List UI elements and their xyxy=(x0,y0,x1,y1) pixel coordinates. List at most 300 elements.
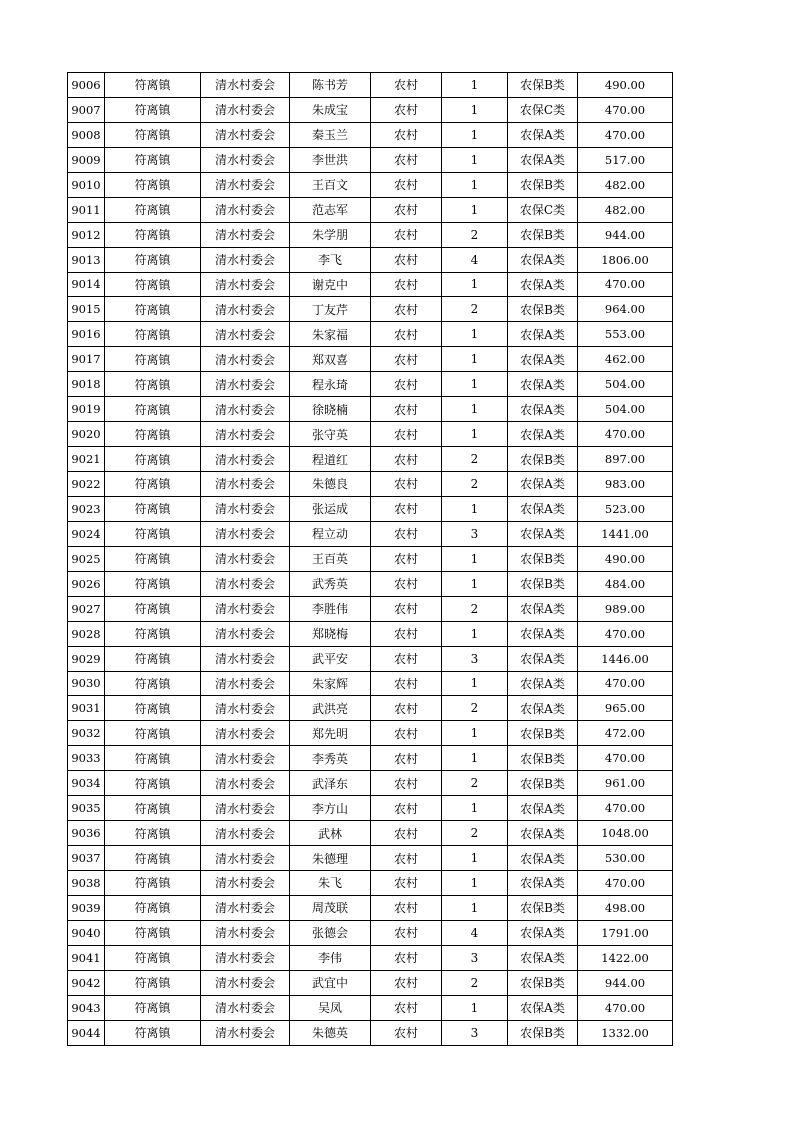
area-type-cell: 农村 xyxy=(371,472,442,497)
town-cell: 符离镇 xyxy=(105,447,201,472)
amount-cell: 523.00 xyxy=(578,496,673,521)
village-committee-cell: 清水村委会 xyxy=(201,995,290,1020)
insurance-class-cell: 农保A类 xyxy=(508,322,578,347)
record-number: 9038 xyxy=(68,871,105,896)
village-committee-cell: 清水村委会 xyxy=(201,172,290,197)
recipient-name-cell: 丁友芹 xyxy=(290,297,371,322)
village-committee-cell: 清水村委会 xyxy=(201,222,290,247)
table-row xyxy=(68,496,673,521)
recipient-name-cell: 张德会 xyxy=(290,920,371,945)
area-type-cell: 农村 xyxy=(371,696,442,721)
amount-cell: 472.00 xyxy=(578,721,673,746)
recipient-name-cell: 李伟 xyxy=(290,945,371,970)
area-type-cell: 农村 xyxy=(371,671,442,696)
village-committee-cell: 清水村委会 xyxy=(201,147,290,172)
insurance-class-cell: 农保A类 xyxy=(508,347,578,372)
record-number: 9020 xyxy=(68,422,105,447)
town-cell: 符离镇 xyxy=(105,496,201,521)
household-size-cell: 2 xyxy=(442,771,508,796)
household-size-cell: 1 xyxy=(442,322,508,347)
village-committee-cell: 清水村委会 xyxy=(201,322,290,347)
insurance-class-cell: 农保A类 xyxy=(508,372,578,397)
record-number: 9042 xyxy=(68,970,105,995)
household-size-cell: 4 xyxy=(442,920,508,945)
record-number: 9022 xyxy=(68,472,105,497)
amount-cell: 897.00 xyxy=(578,447,673,472)
household-size-cell: 1 xyxy=(442,397,508,422)
record-number: 9025 xyxy=(68,546,105,571)
recipient-name-cell: 范志军 xyxy=(290,197,371,222)
recipient-name-cell: 武洪亮 xyxy=(290,696,371,721)
area-type-cell: 农村 xyxy=(371,347,442,372)
area-type-cell: 农村 xyxy=(371,546,442,571)
recipient-name-cell: 李飞 xyxy=(290,247,371,272)
table-row xyxy=(68,646,673,671)
area-type-cell: 农村 xyxy=(371,422,442,447)
amount-cell: 470.00 xyxy=(578,97,673,122)
household-size-cell: 1 xyxy=(442,272,508,297)
insurance-class-cell: 农保B类 xyxy=(508,447,578,472)
table-row xyxy=(68,222,673,247)
household-size-cell: 1 xyxy=(442,197,508,222)
table-row xyxy=(68,596,673,621)
household-size-cell: 1 xyxy=(442,746,508,771)
area-type-cell: 农村 xyxy=(371,846,442,871)
insurance-class-cell: 农保A类 xyxy=(508,696,578,721)
recipient-name-cell: 朱学朋 xyxy=(290,222,371,247)
recipient-name-cell: 吴凤 xyxy=(290,995,371,1020)
village-committee-cell: 清水村委会 xyxy=(201,571,290,596)
record-number: 9035 xyxy=(68,796,105,821)
recipient-name-cell: 武宜中 xyxy=(290,970,371,995)
amount-cell: 1048.00 xyxy=(578,821,673,846)
town-cell: 符离镇 xyxy=(105,197,201,222)
village-committee-cell: 清水村委会 xyxy=(201,372,290,397)
table-row xyxy=(68,297,673,322)
household-size-cell: 1 xyxy=(442,97,508,122)
record-number: 9039 xyxy=(68,895,105,920)
record-number: 9008 xyxy=(68,122,105,147)
amount-cell: 964.00 xyxy=(578,297,673,322)
village-committee-cell: 清水村委会 xyxy=(201,920,290,945)
area-type-cell: 农村 xyxy=(371,97,442,122)
insurance-class-cell: 农保A类 xyxy=(508,646,578,671)
table-row xyxy=(68,122,673,147)
table-row xyxy=(68,447,673,472)
amount-cell: 1446.00 xyxy=(578,646,673,671)
town-cell: 符离镇 xyxy=(105,671,201,696)
town-cell: 符离镇 xyxy=(105,322,201,347)
record-number: 9011 xyxy=(68,197,105,222)
town-cell: 符离镇 xyxy=(105,895,201,920)
insurance-class-cell: 农保B类 xyxy=(508,546,578,571)
household-size-cell: 1 xyxy=(442,372,508,397)
household-size-cell: 1 xyxy=(442,172,508,197)
amount-cell: 965.00 xyxy=(578,696,673,721)
recipient-name-cell: 李方山 xyxy=(290,796,371,821)
town-cell: 符离镇 xyxy=(105,397,201,422)
insurance-class-cell: 农保A类 xyxy=(508,671,578,696)
town-cell: 符离镇 xyxy=(105,746,201,771)
amount-cell: 504.00 xyxy=(578,372,673,397)
insurance-class-cell: 农保A类 xyxy=(508,621,578,646)
household-size-cell: 1 xyxy=(442,621,508,646)
table-row xyxy=(68,147,673,172)
record-number: 9031 xyxy=(68,696,105,721)
town-cell: 符离镇 xyxy=(105,920,201,945)
village-committee-cell: 清水村委会 xyxy=(201,721,290,746)
town-cell: 符离镇 xyxy=(105,821,201,846)
area-type-cell: 农村 xyxy=(371,496,442,521)
village-committee-cell: 清水村委会 xyxy=(201,846,290,871)
town-cell: 符离镇 xyxy=(105,297,201,322)
record-number: 9027 xyxy=(68,596,105,621)
table-row xyxy=(68,571,673,596)
record-number: 9034 xyxy=(68,771,105,796)
town-cell: 符离镇 xyxy=(105,521,201,546)
recipient-name-cell: 郑双喜 xyxy=(290,347,371,372)
area-type-cell: 农村 xyxy=(371,272,442,297)
household-size-cell: 1 xyxy=(442,846,508,871)
household-size-cell: 3 xyxy=(442,646,508,671)
insurance-class-cell: 农保B类 xyxy=(508,297,578,322)
town-cell: 符离镇 xyxy=(105,472,201,497)
village-committee-cell: 清水村委会 xyxy=(201,472,290,497)
town-cell: 符离镇 xyxy=(105,846,201,871)
amount-cell: 470.00 xyxy=(578,422,673,447)
town-cell: 符离镇 xyxy=(105,347,201,372)
amount-cell: 470.00 xyxy=(578,995,673,1020)
area-type-cell: 农村 xyxy=(371,945,442,970)
insurance-class-cell: 农保A类 xyxy=(508,995,578,1020)
town-cell: 符离镇 xyxy=(105,422,201,447)
amount-cell: 470.00 xyxy=(578,746,673,771)
table-row xyxy=(68,671,673,696)
village-committee-cell: 清水村委会 xyxy=(201,895,290,920)
area-type-cell: 农村 xyxy=(371,621,442,646)
village-committee-cell: 清水村委会 xyxy=(201,796,290,821)
area-type-cell: 农村 xyxy=(371,172,442,197)
recipient-name-cell: 武泽东 xyxy=(290,771,371,796)
recipient-name-cell: 李秀英 xyxy=(290,746,371,771)
record-number: 9029 xyxy=(68,646,105,671)
village-committee-cell: 清水村委会 xyxy=(201,496,290,521)
table-row xyxy=(68,821,673,846)
recipient-name-cell: 朱德良 xyxy=(290,472,371,497)
recipient-name-cell: 王百文 xyxy=(290,172,371,197)
town-cell: 符离镇 xyxy=(105,596,201,621)
area-type-cell: 农村 xyxy=(371,796,442,821)
record-number: 9037 xyxy=(68,846,105,871)
household-size-cell: 1 xyxy=(442,871,508,896)
record-number: 9041 xyxy=(68,945,105,970)
household-size-cell: 2 xyxy=(442,696,508,721)
insurance-class-cell: 农保A类 xyxy=(508,871,578,896)
insurance-class-cell: 农保C类 xyxy=(508,97,578,122)
record-number: 9015 xyxy=(68,297,105,322)
recipient-name-cell: 郑晓梅 xyxy=(290,621,371,646)
town-cell: 符离镇 xyxy=(105,871,201,896)
table-row xyxy=(68,771,673,796)
insurance-class-cell: 农保A类 xyxy=(508,796,578,821)
insurance-class-cell: 农保B类 xyxy=(508,970,578,995)
area-type-cell: 农村 xyxy=(371,995,442,1020)
table-row xyxy=(68,945,673,970)
amount-cell: 944.00 xyxy=(578,222,673,247)
table-row xyxy=(68,472,673,497)
town-cell: 符离镇 xyxy=(105,571,201,596)
area-type-cell: 农村 xyxy=(371,297,442,322)
record-number: 9016 xyxy=(68,322,105,347)
household-size-cell: 1 xyxy=(442,496,508,521)
amount-cell: 553.00 xyxy=(578,322,673,347)
record-number: 9040 xyxy=(68,920,105,945)
household-size-cell: 3 xyxy=(442,1020,508,1045)
amount-cell: 983.00 xyxy=(578,472,673,497)
table-row xyxy=(68,197,673,222)
recipient-name-cell: 武秀英 xyxy=(290,571,371,596)
table-row xyxy=(68,895,673,920)
recipient-name-cell: 秦玉兰 xyxy=(290,122,371,147)
amount-cell: 490.00 xyxy=(578,546,673,571)
amount-cell: 1791.00 xyxy=(578,920,673,945)
recipient-name-cell: 徐晓楠 xyxy=(290,397,371,422)
recipient-name-cell: 张守英 xyxy=(290,422,371,447)
town-cell: 符离镇 xyxy=(105,97,201,122)
village-committee-cell: 清水村委会 xyxy=(201,696,290,721)
village-committee-cell: 清水村委会 xyxy=(201,646,290,671)
table-row xyxy=(68,721,673,746)
recipient-name-cell: 程永琦 xyxy=(290,372,371,397)
table-row xyxy=(68,172,673,197)
household-size-cell: 3 xyxy=(442,521,508,546)
household-size-cell: 1 xyxy=(442,671,508,696)
village-committee-cell: 清水村委会 xyxy=(201,122,290,147)
recipient-name-cell: 程立动 xyxy=(290,521,371,546)
recipient-name-cell: 朱家福 xyxy=(290,322,371,347)
insurance-class-cell: 农保A类 xyxy=(508,147,578,172)
town-cell: 符离镇 xyxy=(105,646,201,671)
town-cell: 符离镇 xyxy=(105,546,201,571)
area-type-cell: 农村 xyxy=(371,871,442,896)
recipient-name-cell: 李世洪 xyxy=(290,147,371,172)
town-cell: 符离镇 xyxy=(105,721,201,746)
table-row xyxy=(68,546,673,571)
recipient-name-cell: 李胜伟 xyxy=(290,596,371,621)
village-committee-cell: 清水村委会 xyxy=(201,272,290,297)
area-type-cell: 农村 xyxy=(371,571,442,596)
insurance-class-cell: 农保B类 xyxy=(508,771,578,796)
record-number: 9043 xyxy=(68,995,105,1020)
town-cell: 符离镇 xyxy=(105,247,201,272)
town-cell: 符离镇 xyxy=(105,621,201,646)
table-row xyxy=(68,746,673,771)
insurance-class-cell: 农保A类 xyxy=(508,945,578,970)
table-row xyxy=(68,920,673,945)
table-row xyxy=(68,970,673,995)
amount-cell: 530.00 xyxy=(578,846,673,871)
record-number: 9024 xyxy=(68,521,105,546)
table-row xyxy=(68,846,673,871)
amount-cell: 989.00 xyxy=(578,596,673,621)
village-committee-cell: 清水村委会 xyxy=(201,945,290,970)
area-type-cell: 农村 xyxy=(371,447,442,472)
town-cell: 符离镇 xyxy=(105,796,201,821)
insurance-class-cell: 农保B类 xyxy=(508,1020,578,1045)
amount-cell: 944.00 xyxy=(578,970,673,995)
record-number: 9017 xyxy=(68,347,105,372)
household-size-cell: 4 xyxy=(442,247,508,272)
household-size-cell: 1 xyxy=(442,73,508,98)
area-type-cell: 农村 xyxy=(371,895,442,920)
village-committee-cell: 清水村委会 xyxy=(201,771,290,796)
amount-cell: 498.00 xyxy=(578,895,673,920)
table-row xyxy=(68,521,673,546)
village-committee-cell: 清水村委会 xyxy=(201,397,290,422)
village-committee-cell: 清水村委会 xyxy=(201,197,290,222)
recipient-name-cell: 王百英 xyxy=(290,546,371,571)
household-size-cell: 1 xyxy=(442,895,508,920)
amount-cell: 470.00 xyxy=(578,671,673,696)
record-number: 9014 xyxy=(68,272,105,297)
table-row xyxy=(68,347,673,372)
insurance-class-cell: 农保A类 xyxy=(508,521,578,546)
area-type-cell: 农村 xyxy=(371,73,442,98)
table-row xyxy=(68,621,673,646)
village-committee-cell: 清水村委会 xyxy=(201,621,290,646)
table-row xyxy=(68,696,673,721)
household-size-cell: 2 xyxy=(442,821,508,846)
amount-cell: 517.00 xyxy=(578,147,673,172)
record-number: 9023 xyxy=(68,496,105,521)
area-type-cell: 农村 xyxy=(371,646,442,671)
amount-cell: 1441.00 xyxy=(578,521,673,546)
insurance-class-cell: 农保A类 xyxy=(508,920,578,945)
village-committee-cell: 清水村委会 xyxy=(201,970,290,995)
village-committee-cell: 清水村委会 xyxy=(201,521,290,546)
area-type-cell: 农村 xyxy=(371,322,442,347)
record-number: 9032 xyxy=(68,721,105,746)
household-size-cell: 2 xyxy=(442,472,508,497)
record-number: 9026 xyxy=(68,571,105,596)
recipient-name-cell: 朱飞 xyxy=(290,871,371,896)
table-row xyxy=(68,397,673,422)
insurance-class-cell: 农保C类 xyxy=(508,197,578,222)
household-size-cell: 1 xyxy=(442,422,508,447)
record-number: 9018 xyxy=(68,372,105,397)
amount-cell: 462.00 xyxy=(578,347,673,372)
amount-cell: 490.00 xyxy=(578,73,673,98)
village-committee-cell: 清水村委会 xyxy=(201,746,290,771)
town-cell: 符离镇 xyxy=(105,945,201,970)
record-number: 9036 xyxy=(68,821,105,846)
insurance-class-cell: 农保A类 xyxy=(508,596,578,621)
area-type-cell: 农村 xyxy=(371,970,442,995)
amount-cell: 961.00 xyxy=(578,771,673,796)
town-cell: 符离镇 xyxy=(105,147,201,172)
town-cell: 符离镇 xyxy=(105,222,201,247)
area-type-cell: 农村 xyxy=(371,197,442,222)
town-cell: 符离镇 xyxy=(105,73,201,98)
insurance-class-cell: 农保B类 xyxy=(508,222,578,247)
record-number: 9033 xyxy=(68,746,105,771)
insurance-class-cell: 农保A类 xyxy=(508,397,578,422)
household-size-cell: 2 xyxy=(442,596,508,621)
recipient-name-cell: 朱成宝 xyxy=(290,97,371,122)
area-type-cell: 农村 xyxy=(371,222,442,247)
village-committee-cell: 清水村委会 xyxy=(201,73,290,98)
recipient-name-cell: 朱德理 xyxy=(290,846,371,871)
town-cell: 符离镇 xyxy=(105,1020,201,1045)
town-cell: 符离镇 xyxy=(105,272,201,297)
town-cell: 符离镇 xyxy=(105,771,201,796)
amount-cell: 470.00 xyxy=(578,796,673,821)
village-committee-cell: 清水村委会 xyxy=(201,347,290,372)
household-size-cell: 1 xyxy=(442,995,508,1020)
amount-cell: 504.00 xyxy=(578,397,673,422)
record-number: 9010 xyxy=(68,172,105,197)
insurance-class-cell: 农保A类 xyxy=(508,821,578,846)
area-type-cell: 农村 xyxy=(371,771,442,796)
village-committee-cell: 清水村委会 xyxy=(201,297,290,322)
insurance-class-cell: 农保A类 xyxy=(508,272,578,297)
table-row xyxy=(68,796,673,821)
household-size-cell: 1 xyxy=(442,122,508,147)
insurance-class-cell: 农保B类 xyxy=(508,895,578,920)
record-number: 9044 xyxy=(68,1020,105,1045)
household-size-cell: 2 xyxy=(442,222,508,247)
insurance-class-cell: 农保B类 xyxy=(508,172,578,197)
household-size-cell: 2 xyxy=(442,297,508,322)
insurance-class-cell: 农保A类 xyxy=(508,496,578,521)
insurance-class-cell: 农保B类 xyxy=(508,746,578,771)
record-number: 9007 xyxy=(68,97,105,122)
amount-cell: 470.00 xyxy=(578,621,673,646)
area-type-cell: 农村 xyxy=(371,247,442,272)
town-cell: 符离镇 xyxy=(105,172,201,197)
table-row xyxy=(68,1020,673,1045)
record-number: 9013 xyxy=(68,247,105,272)
insurance-class-cell: 农保A类 xyxy=(508,422,578,447)
recipient-name-cell: 武林 xyxy=(290,821,371,846)
table-row xyxy=(68,422,673,447)
household-size-cell: 3 xyxy=(442,945,508,970)
area-type-cell: 农村 xyxy=(371,596,442,621)
table-row xyxy=(68,73,673,98)
town-cell: 符离镇 xyxy=(105,372,201,397)
table-row xyxy=(68,322,673,347)
area-type-cell: 农村 xyxy=(371,721,442,746)
household-size-cell: 1 xyxy=(442,347,508,372)
record-number: 9021 xyxy=(68,447,105,472)
recipient-name-cell: 周茂联 xyxy=(290,895,371,920)
amount-cell: 1422.00 xyxy=(578,945,673,970)
table-row xyxy=(68,871,673,896)
village-committee-cell: 清水村委会 xyxy=(201,546,290,571)
town-cell: 符离镇 xyxy=(105,696,201,721)
record-number: 9009 xyxy=(68,147,105,172)
area-type-cell: 农村 xyxy=(371,372,442,397)
town-cell: 符离镇 xyxy=(105,122,201,147)
table-row xyxy=(68,247,673,272)
table-row xyxy=(68,97,673,122)
town-cell: 符离镇 xyxy=(105,970,201,995)
area-type-cell: 农村 xyxy=(371,397,442,422)
table-row xyxy=(68,995,673,1020)
amount-cell: 470.00 xyxy=(578,122,673,147)
relief-roster-table xyxy=(67,72,673,1046)
village-committee-cell: 清水村委会 xyxy=(201,422,290,447)
